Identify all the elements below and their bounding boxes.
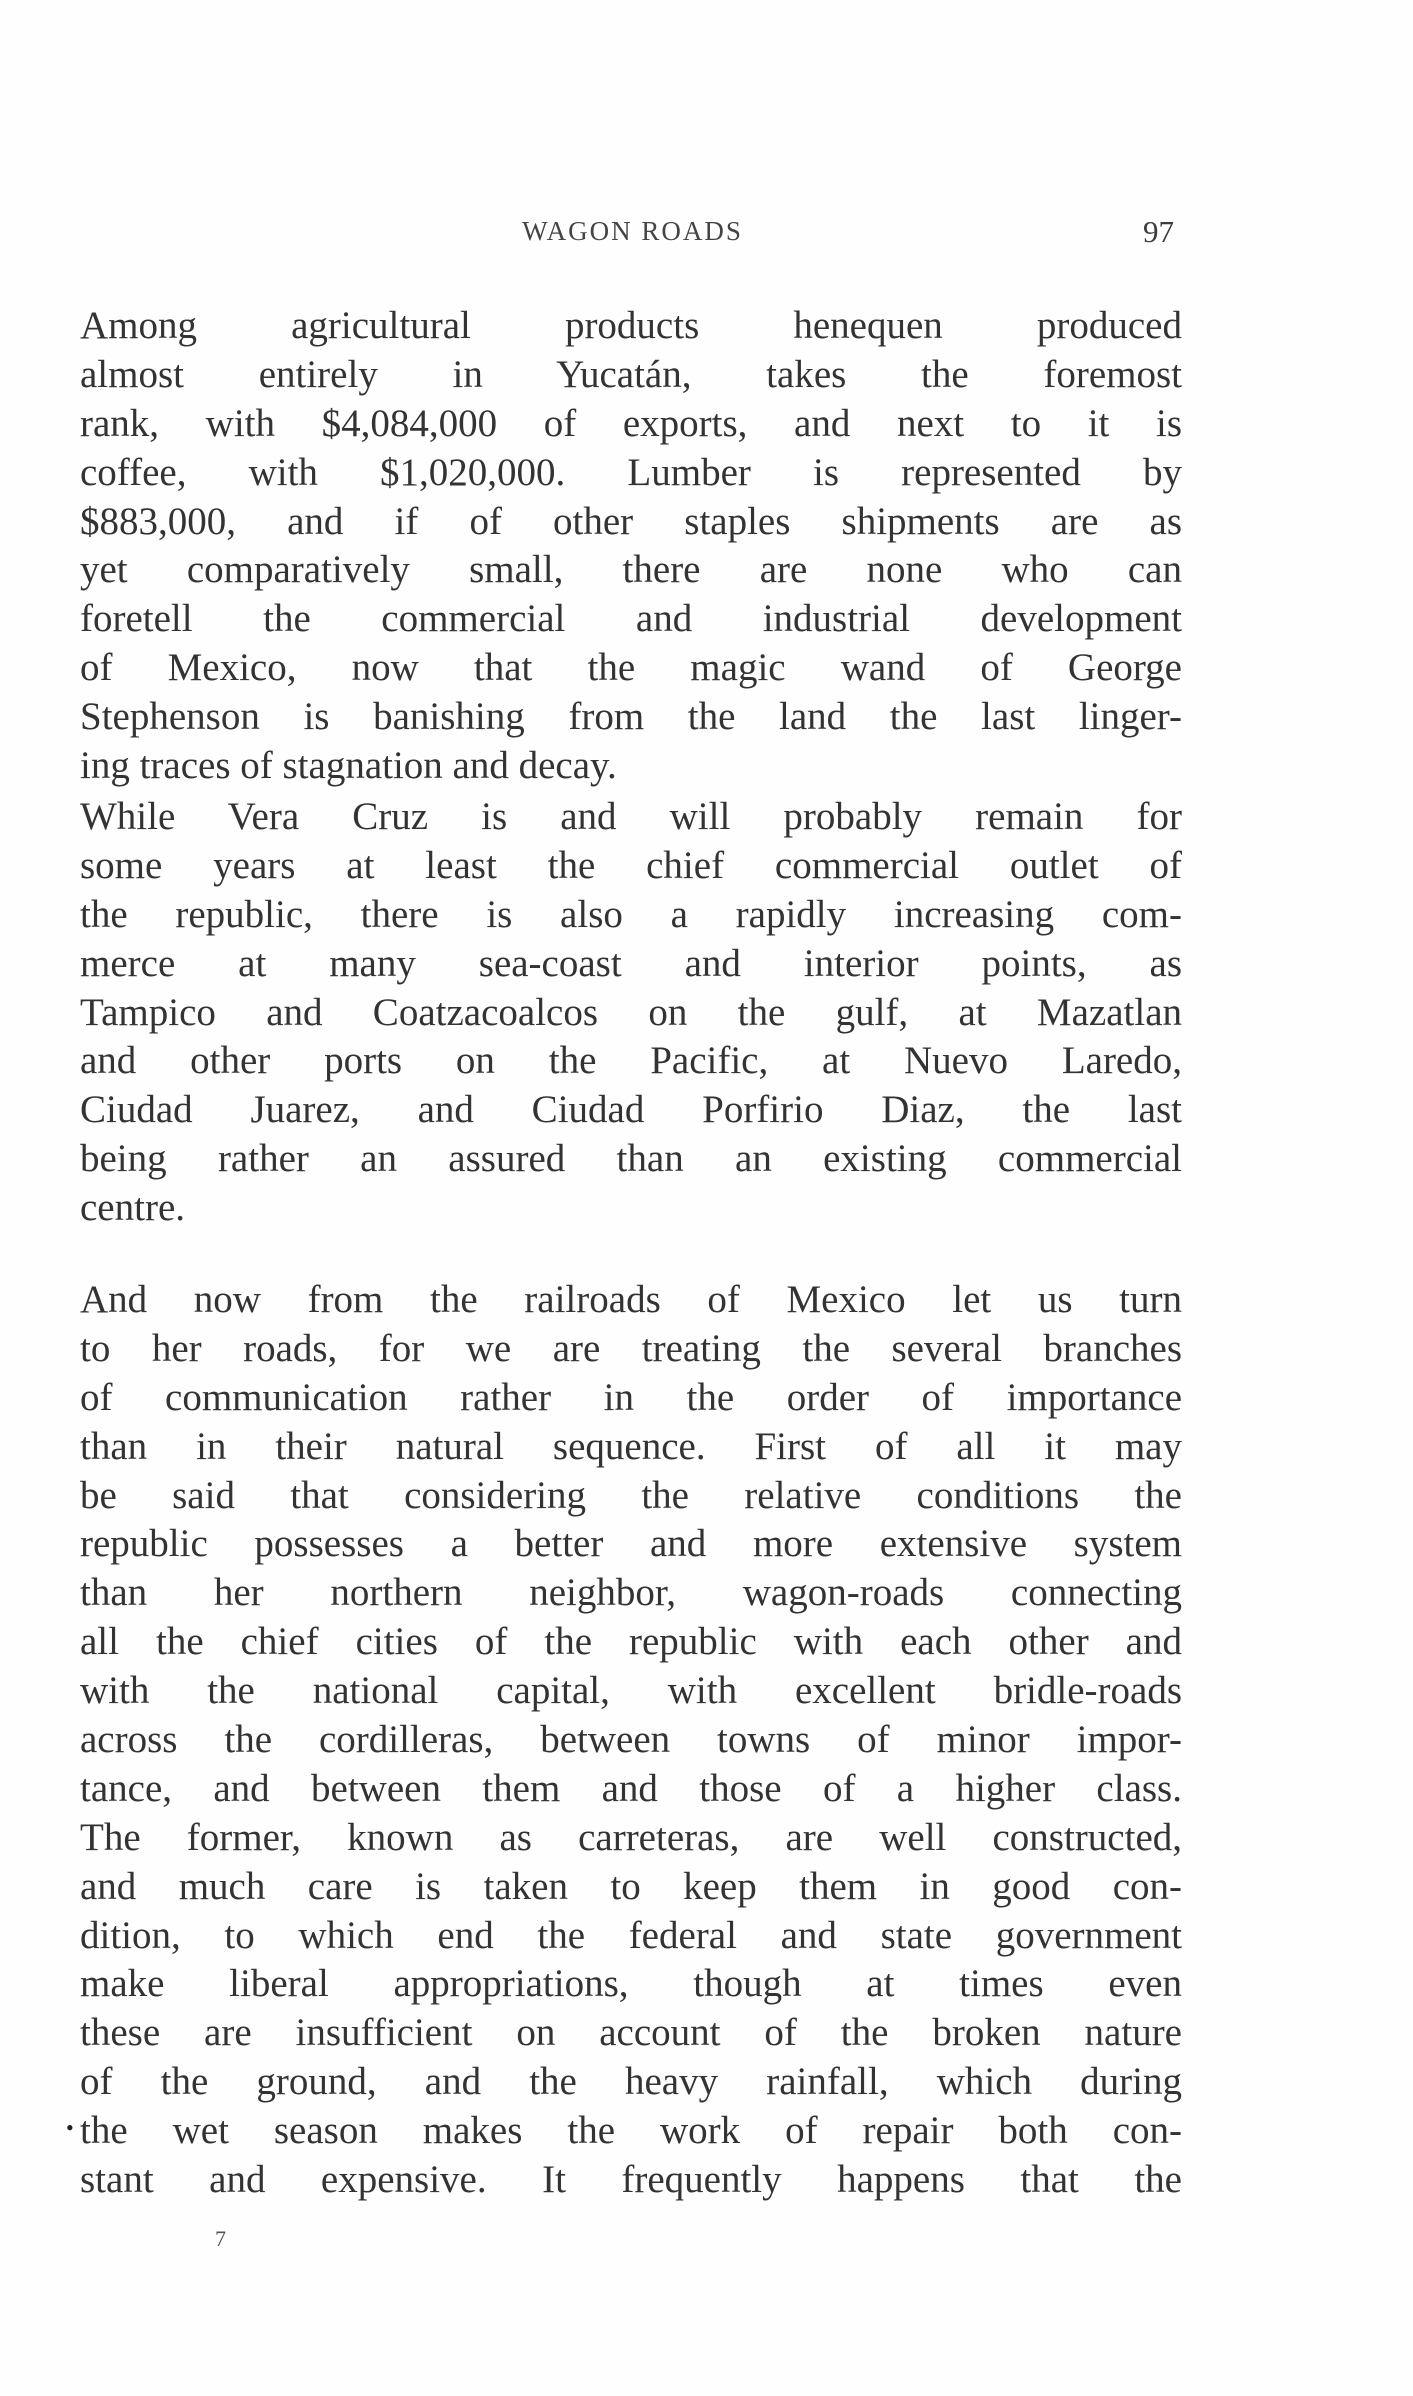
text-line: Stephenson is banishing from the land the last linger- bbox=[80, 695, 1182, 739]
text-line: stant and expensive. It frequently happens that the bbox=[80, 2158, 1182, 2202]
text-line: all the chief cities of the republic with each other and bbox=[80, 1620, 1182, 1664]
text-line: republic possesses a better and more extensive system bbox=[80, 1522, 1182, 1566]
text-line: yet comparatively small, there are none who can bbox=[80, 548, 1182, 592]
text-line: make liberal appropriations, though at times even bbox=[80, 1962, 1182, 2006]
text-line: coffee, with $1,020,000. Lumber is represented by bbox=[80, 450, 1182, 494]
text-line: than her northern neighbor, wagon-roads connecting bbox=[80, 1571, 1182, 1615]
text-line: than in their natural sequence. First of all it may bbox=[80, 1424, 1182, 1468]
text-line: of communication rather in the order of importance bbox=[80, 1375, 1182, 1419]
text-line: $883,000, and if of other staples shipments are as bbox=[80, 499, 1182, 543]
running-title: WAGON ROADS bbox=[522, 216, 743, 246]
text-line: ing traces of stagnation and decay. bbox=[80, 744, 617, 788]
text-line: And now from the railroads of Mexico let us turn bbox=[80, 1278, 1182, 1321]
text-line: tance, and between them and those of a higher class. bbox=[80, 1766, 1182, 1810]
text-line: be said that considering the relative conditions the bbox=[80, 1473, 1182, 1517]
text-line: Tampico and Coatzacoalcos on the gulf, at Mazatlan bbox=[80, 990, 1182, 1034]
text-line: to her roads, for we are treating the several branches bbox=[80, 1326, 1182, 1370]
text-line: of the ground, and the heavy rainfall, which during bbox=[80, 2060, 1182, 2104]
text-line: almost entirely in Yucatán, takes the foremost bbox=[80, 352, 1182, 396]
text-line: Among agricultural products henequen produced bbox=[80, 304, 1182, 347]
text-line: rank, with $4,084,000 of exports, and next to it is bbox=[80, 401, 1182, 445]
text-line: The former, known as carreteras, are well constructed, bbox=[80, 1815, 1182, 1859]
text-line: with the national capital, with excellent bridle-roads bbox=[80, 1669, 1182, 1713]
text-line: dition, to which end the federal and state government bbox=[80, 1913, 1182, 1957]
text-line: and much care is taken to keep them in good con- bbox=[80, 1864, 1182, 1908]
text-line: While Vera Cruz is and will probably remain for bbox=[80, 795, 1182, 838]
text-line: being rather an assured than an existing commercial bbox=[80, 1137, 1182, 1181]
printer-signature-mark: 7 bbox=[215, 2226, 226, 2251]
text-line: Ciudad Juarez, and Ciudad Porfirio Diaz, the last bbox=[80, 1088, 1182, 1132]
text-line: and other ports on the Pacific, at Nuevo Laredo, bbox=[80, 1039, 1182, 1083]
ink-speck-mark: • bbox=[66, 2115, 74, 2140]
paragraph-ports bbox=[80, 793, 1182, 1233]
text-line: of Mexico, now that the magic wand of George bbox=[80, 646, 1182, 690]
text-line: the wet season makes the work of repair both con- bbox=[80, 2109, 1182, 2153]
text-line: these are insufficient on account of the broken nature bbox=[80, 2011, 1182, 2055]
text-line: some years at least the chief commercial outlet of bbox=[80, 843, 1182, 887]
paragraph-exports bbox=[80, 302, 1182, 791]
text-line: across the cordilleras, between towns of minor impor- bbox=[80, 1718, 1182, 1762]
text-line: centre. bbox=[80, 1186, 186, 1230]
text-line: the republic, there is also a rapidly increasing com- bbox=[80, 892, 1182, 936]
text-line: foretell the commercial and industrial development bbox=[80, 597, 1182, 641]
page-number: 97 bbox=[1143, 214, 1174, 249]
page-header bbox=[75, 212, 1190, 252]
text-line: merce at many sea-coast and interior points, as bbox=[80, 941, 1182, 985]
paragraph-roads bbox=[80, 1276, 1182, 2205]
